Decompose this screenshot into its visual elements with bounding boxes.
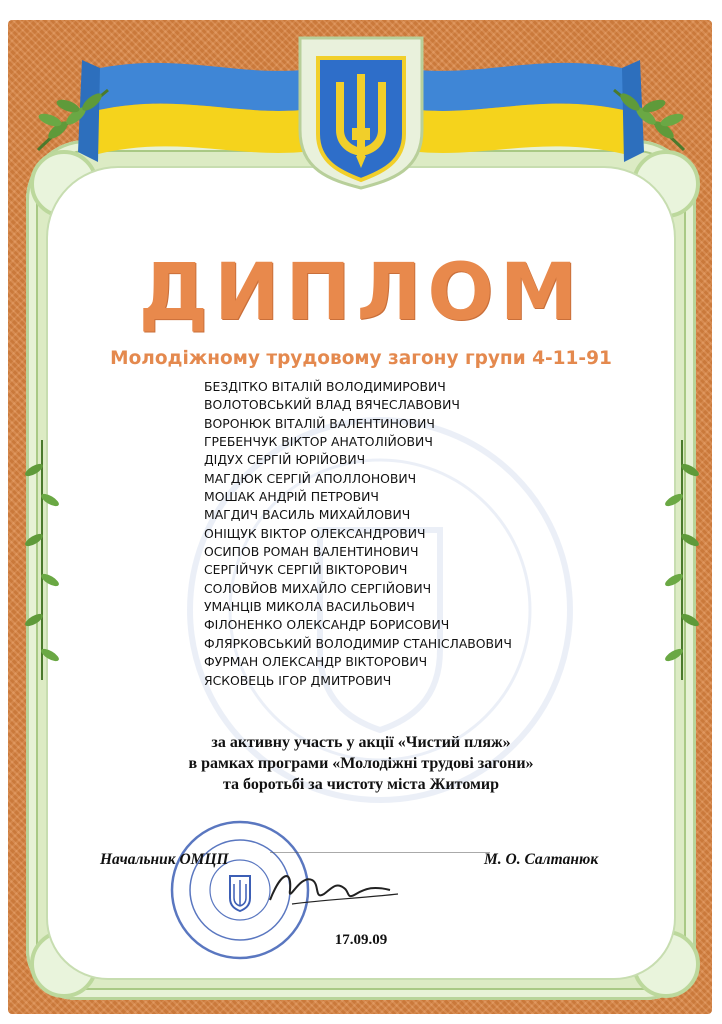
laurel-branch-icon: [22, 440, 62, 680]
member-name: МАГДЮК СЕРГІЙ АПОЛЛОНОВИЧ: [204, 470, 417, 486]
signatory-name: М. О. Салтанюк: [484, 851, 599, 868]
member-name: ВОРОНЮК ВІТАЛІЙ ВАЛЕНТИНОВИЧ: [204, 415, 435, 431]
member-name: ДІДУХ СЕРГІЙ ЮРІЙОВИЧ: [204, 452, 366, 468]
member-name: БЕЗДІТКО ВІТАЛІЙ ВОЛОДИМИРОВИЧ: [204, 379, 446, 394]
member-name: ЯСКОВЕЦЬ ІГОР ДМИТРОВИЧ: [204, 672, 392, 688]
award-line: за активну участь у акції «Чистий пляж»: [211, 734, 511, 751]
member-name: ВОЛОТОВСЬКИЙ ВЛАД ВЯЧЕСЛАВОВИЧ: [204, 397, 460, 413]
member-name: ФІЛОНЕНКО ОЛЕКСАНДР БОРИСОВИЧ: [204, 617, 450, 633]
recipient-line: Молодіжному трудовому загону групи 4-11-91: [110, 348, 612, 369]
member-name: СОЛОВЙОВ МИХАЙЛО СЕРГІЙОВИЧ: [204, 580, 432, 596]
member-name: ОСИПОВ РОМАН ВАЛЕНТИНОВИЧ: [204, 544, 419, 560]
signature-line: [270, 852, 490, 853]
member-name: ОНІЩУК ВІКТОР ОЛЕКСАНДРОВИЧ: [204, 525, 426, 541]
diploma-title: ДИПЛОМ: [138, 248, 584, 338]
award-line: в рамках програми «Молодіжні трудові загони»: [188, 755, 534, 772]
laurel-branch-icon: [28, 80, 118, 160]
member-name: ГРЕБЕНЧУК ВІКТОР АНАТОЛІЙОВИЧ: [204, 434, 433, 450]
handwritten-signature: [262, 860, 402, 920]
member-name: МОШАК АНДРІЙ ПЕТРОВИЧ: [204, 489, 379, 505]
member-name: УМАНЦІВ МИКОЛА ВАСИЛЬОВИЧ: [204, 599, 415, 615]
member-name: ФУРМАН ОЛЕКСАНДР ВІКТОРОВИЧ: [204, 654, 428, 670]
laurel-branch-icon: [604, 80, 694, 160]
member-name: МАГДИЧ ВАСИЛЬ МИХАЙЛОВИЧ: [204, 507, 411, 523]
tryzub-coat-of-arms-icon: [292, 30, 430, 190]
member-name: СЕРГІЙЧУК СЕРГІЙ ВІКТОРОВИЧ: [204, 562, 408, 578]
signatory-title: Начальник ОМЦП: [100, 851, 229, 868]
award-line: та боротьбі за чистоту міста Житомир: [222, 776, 500, 793]
members-list: [204, 378, 512, 690]
issue-date: 17.09.09: [334, 932, 388, 948]
laurel-branch-icon: [662, 440, 702, 680]
member-name: ФЛЯРКОВСЬКИЙ ВОЛОДИМИР СТАНІСЛАВОВИЧ: [204, 635, 512, 651]
award-text: [0, 732, 722, 795]
